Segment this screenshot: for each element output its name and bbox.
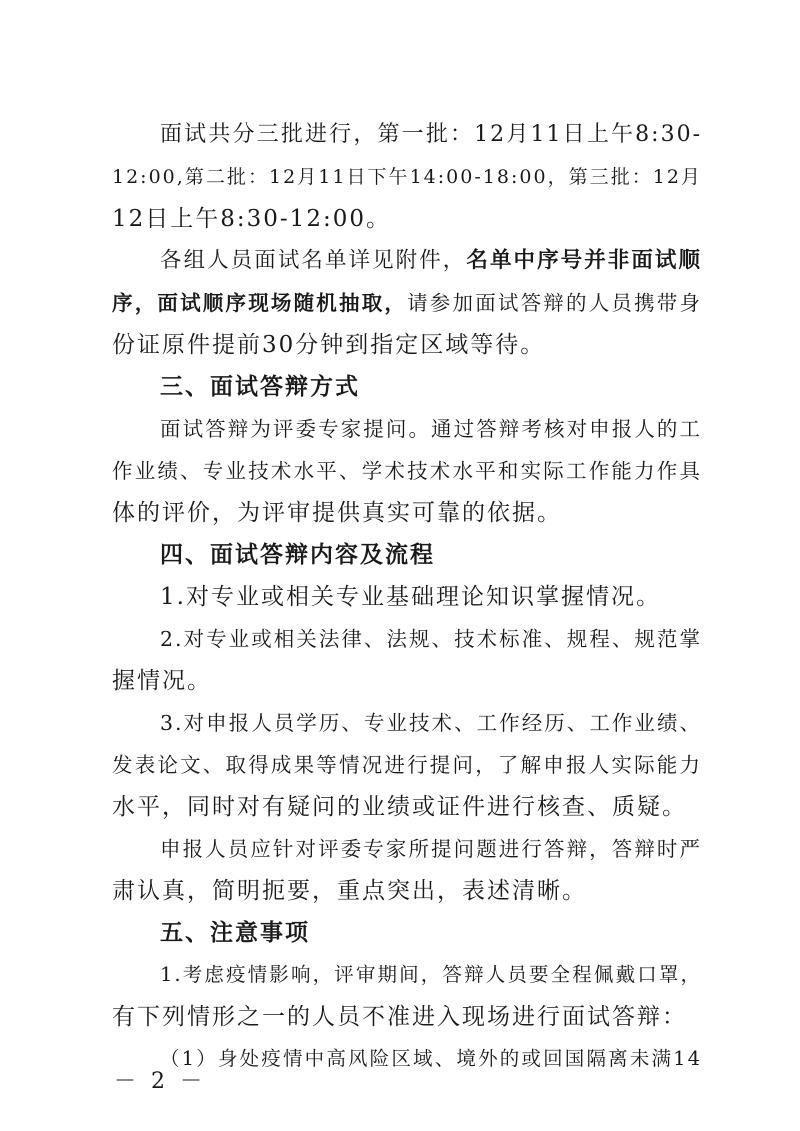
answer-note-line-2: 肃认真，简明扼要，重点突出，表述清晰。 [112, 878, 587, 904]
notice-item-1-line-1: 1.考虑疫情影响，评审期间，答辩人员要全程佩戴口罩， [160, 963, 702, 986]
content-item-1: 1.对专业或相关专业基础理论知识掌握情况。 [160, 584, 661, 610]
list-note-text: 各组人员面试名单详见附件， [160, 248, 467, 273]
section-heading-5: 五、注意事项 [160, 920, 310, 946]
order-note-text: 请参加面试答辩的人员携带身 [407, 291, 703, 315]
content-item-3-line-1: 3.对申报人员学历、专业技术、工作经历、工作业绩、 [160, 711, 702, 735]
notice-subitem-1: （1）身处疫情中高风险区域、境外的或回国隔离未满14 [160, 1047, 702, 1070]
method-line-1: 面试答辩为评委专家提问。通过答辩考核对申报人的工 [160, 417, 702, 441]
order-note-bold-text: 序，面试顺序现场随机抽取， [112, 291, 408, 315]
list-note-bold-text: 名单中序号并非面试顺 [466, 248, 702, 273]
section-heading-4: 四、面试答辩内容及流程 [160, 542, 435, 568]
list-note-line-3: 份证原件提前30分钟到指定区域等待。 [112, 332, 546, 358]
schedule-line-3: 12日上午8:30-12:00。 [112, 206, 391, 232]
list-note-line-2 [112, 283, 702, 323]
answer-note-line-1: 申报人员应针对评委专家所提问题进行答辩，答辩时严 [160, 837, 702, 861]
schedule-line-2: 12:00,第二批：12月11日下午14:00-18:00，第三批：12月 [112, 166, 702, 188]
content-item-3-line-3: 水平，同时对有疑问的业绩或证件进行核查、质疑。 [112, 794, 687, 820]
method-line-2: 作业绩、专业技术水平、学术技术水平和实际工作能力作具 [112, 459, 702, 483]
schedule-line-1: 面试共分三批进行，第一批：12月11日上午8:30- [160, 122, 702, 147]
content-item-2-line-2: 握情况。 [112, 668, 212, 694]
method-line-3: 体的评价，为评审提供真实可靠的依据。 [112, 500, 562, 526]
section-heading-3: 三、面试答辩方式 [160, 374, 360, 400]
page-number: － 2 － [114, 1069, 206, 1094]
list-note-line-1 [160, 241, 702, 281]
content-item-2-line-1: 2.对专业或相关法律、法规、技术标准、规程、规范掌 [160, 627, 702, 651]
notice-item-1-line-2: 有下列情形之一的人员不准进入现场进行面试答辩： [112, 1004, 687, 1030]
content-item-3-line-2: 发表论文、取得成果等情况进行提问，了解申报人实际能力 [112, 753, 702, 777]
